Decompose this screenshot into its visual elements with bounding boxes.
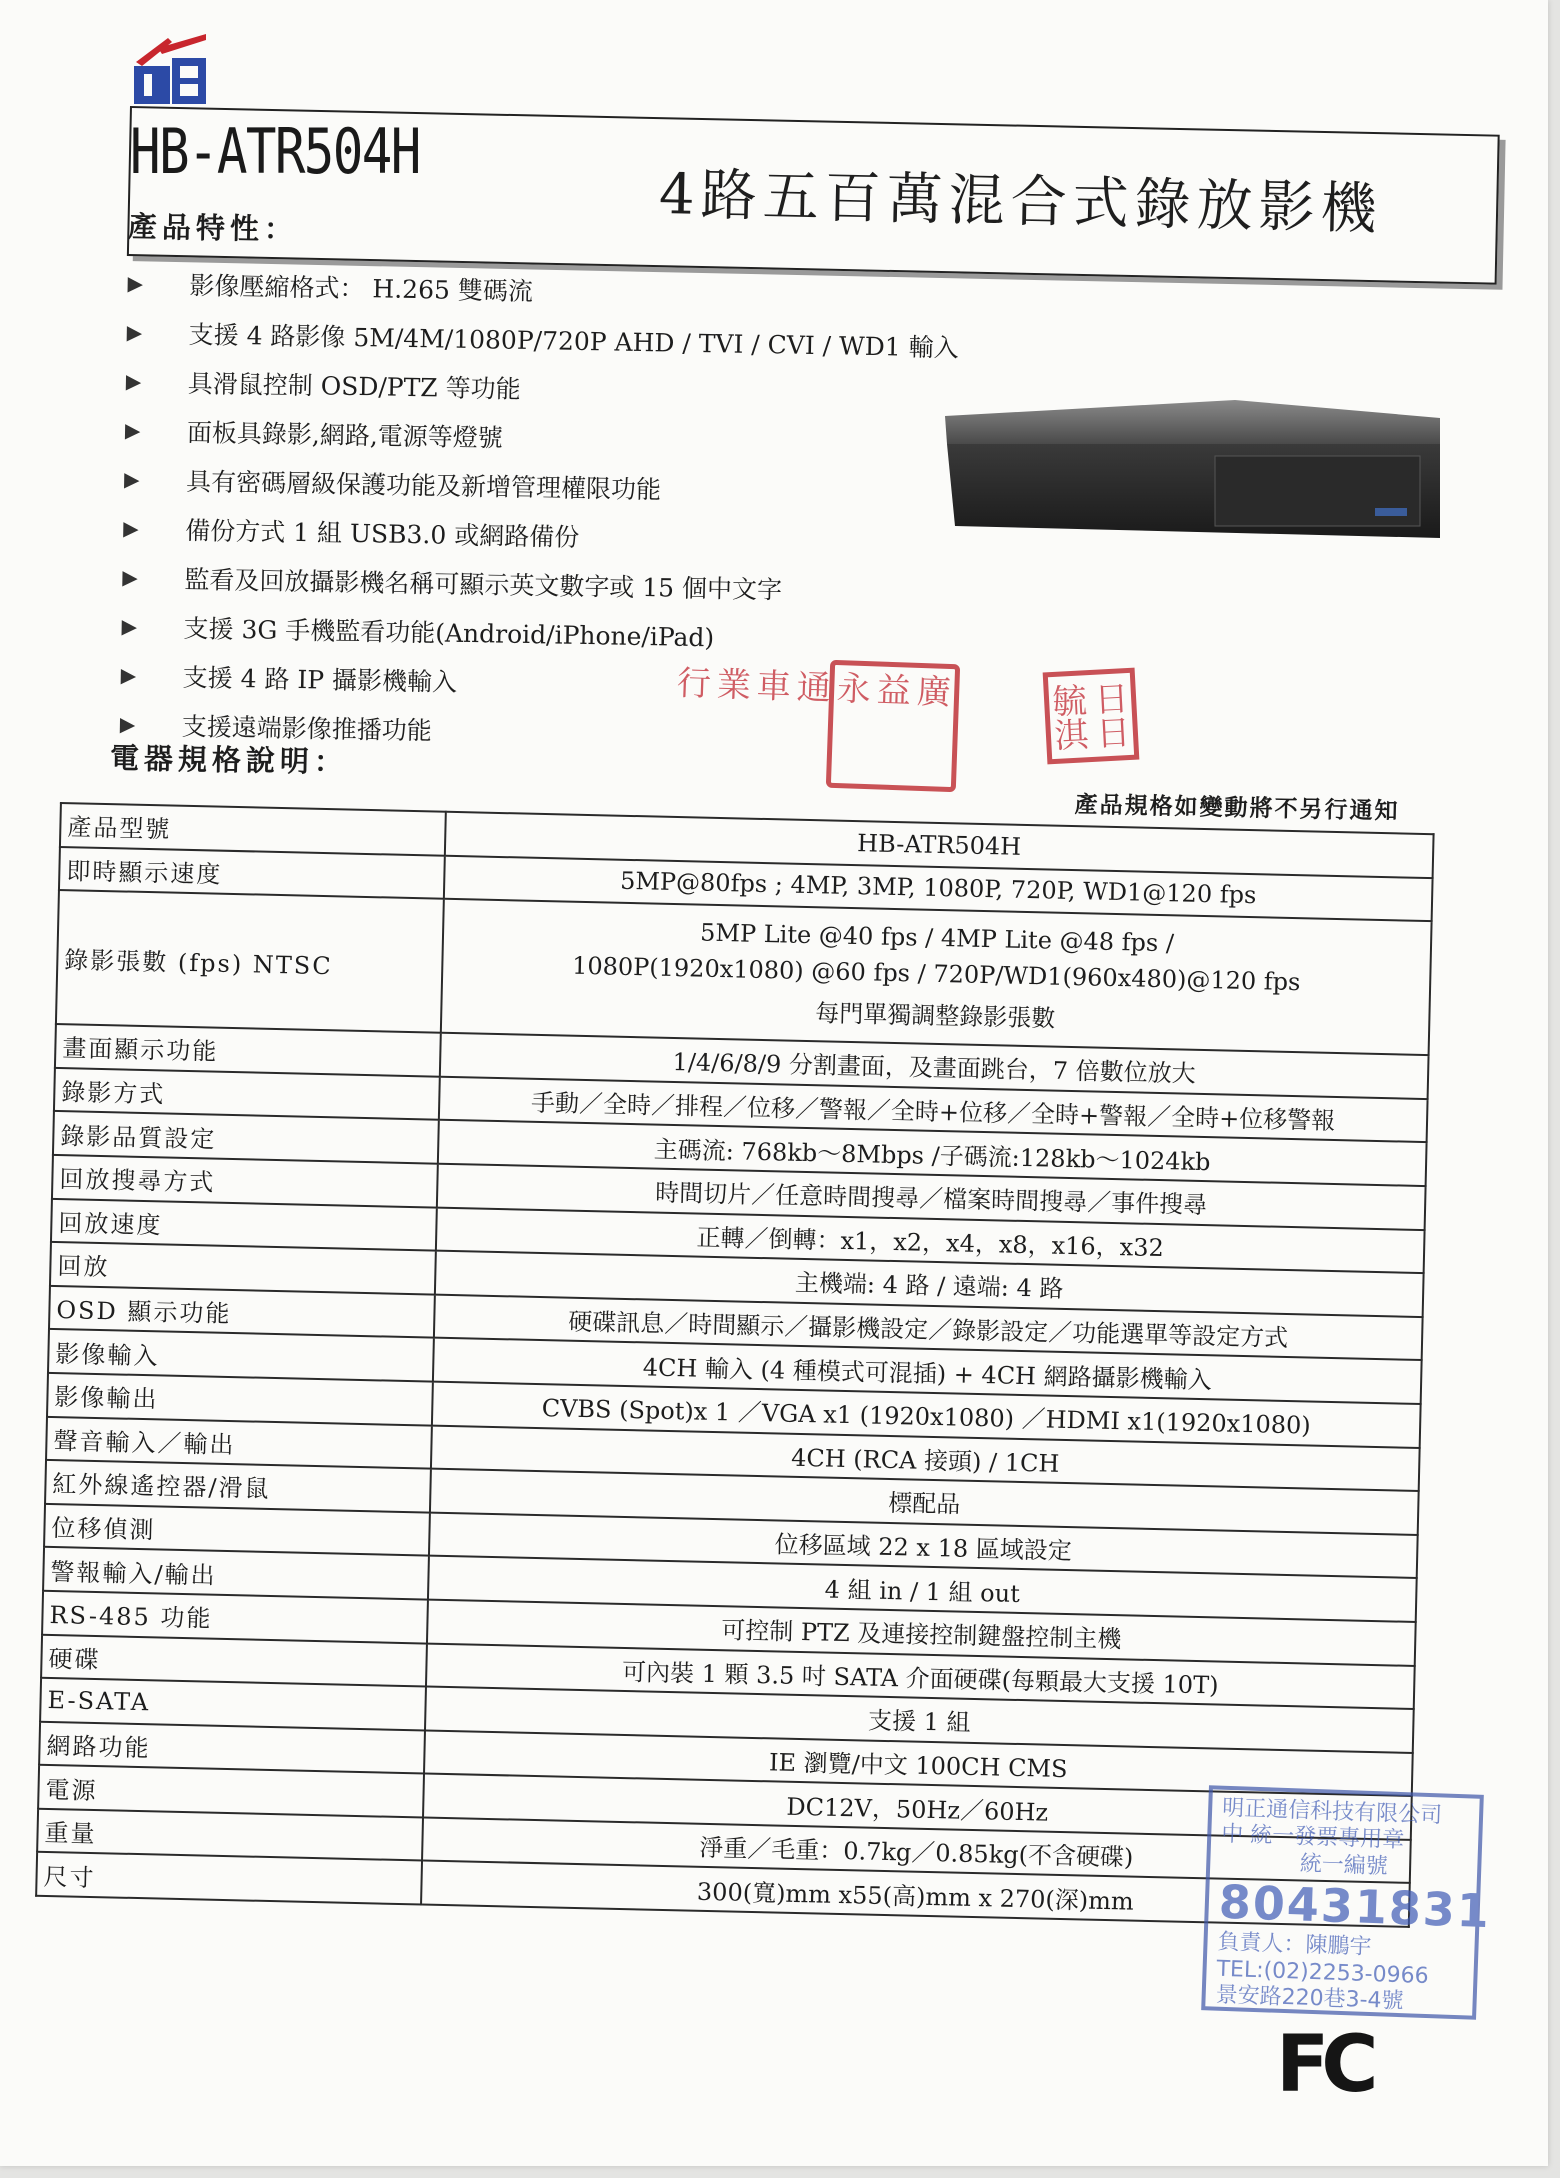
table-row: 網路功能 IE 瀏覽/中文 100CH CMS xyxy=(39,1721,1413,1796)
product-title: 4路五百萬混合式錄放影機 xyxy=(658,161,1384,243)
red-name-stamp: 日日毓淇 xyxy=(1043,668,1140,765)
list-item: ▶ 具有密碼層級保護功能及新增管理權限功能 xyxy=(123,466,662,504)
table-row: 回放 主機端: 4 路 / 遠端: 4 路 xyxy=(50,1242,1424,1317)
table-row: 錄影品質設定 主碼流: 768kb～8Mbps /子碼流:128kb～1024kb xyxy=(53,1111,1427,1186)
table-row: 產品型號 HB-ATR504H xyxy=(60,803,1434,878)
list-item: ▶ 面板具錄影,網路,電源等燈號 xyxy=(124,417,504,453)
spec-heading: 電器規格說明： xyxy=(109,740,349,780)
table-row: 紅外線遙控器/滑鼠 標配品 xyxy=(45,1460,1419,1535)
list-item: ▶ 支援遠端影像推播功能 xyxy=(119,711,433,745)
list-item: ▶ 支援 3G 手機監看功能(Android/iPhone/iPad) xyxy=(121,613,715,652)
list-item: ▶ 備份方式 1 組 USB3.0 或網路備份 xyxy=(123,515,580,552)
list-item: ▶ 支援 4 路影像 5M/4M/1080P/720P AHD / TVI / CVI / WD1 輸入 xyxy=(126,319,959,363)
table-row: 錄影方式 手動／全時／排程／位移／警報／全時+位移／全時+警報／全時+位移警報 xyxy=(54,1068,1428,1143)
triangle-bullet-icon: ▶ xyxy=(126,319,143,344)
table-row: 回放搜尋方式 時間切片／任意時間搜尋／檔案時間搜尋／事件搜尋 xyxy=(52,1155,1426,1230)
list-item: ▶ 具滑鼠控制 OSD/PTZ 等功能 xyxy=(125,368,521,404)
triangle-bullet-icon: ▶ xyxy=(120,662,137,687)
triangle-bullet-icon: ▶ xyxy=(119,711,136,736)
table-row: 警報輸入/輸出 4 組 in / 1 組 out xyxy=(43,1547,1417,1622)
list-item: ▶ 監看及回放攝影機名稱可顯示英文數字或 15 個中文字 xyxy=(122,564,783,604)
model-title: HB-ATR504H xyxy=(130,115,420,188)
spec-table xyxy=(35,802,1434,1928)
table-row: 影像輸出 CVBS (Spot)x 1 ／VGA x1 (1920x1080) ／HDMI x1(1920x1080) xyxy=(47,1373,1421,1448)
spec-notice: 產品規格如變動將不另行通知 xyxy=(1074,790,1400,825)
table-row: 影像輸入 4CH 輸入 (4 種模式可混插) + 4CH 網路攝影機輸入 xyxy=(48,1329,1422,1404)
table-row: 硬碟 可內裝 1 顆 3.5 吋 SATA 介面硬碟(每顆最大支援 10T) xyxy=(41,1634,1415,1709)
table-row: RS-485 功能 可控制 PTZ 及連接控制鍵盤控制主機 xyxy=(42,1591,1416,1666)
table-row: 聲音輸入／輸出 4CH (RCA 接頭) / 1CH xyxy=(46,1416,1420,1491)
fcc-logo: FC xyxy=(1276,2020,1371,2110)
table-row: 錄影張數 (fps) NTSC 5MP Lite @40 fps / 4MP Lite @48 fps / 1080P(1920x1080) @60 fps / 720P/WD1(960x480)@120 fps 每門單獨調整錄影張數 xyxy=(56,890,1432,1055)
table-row: 電源 DC12V，50Hz／60Hz xyxy=(38,1765,1412,1840)
table-row: OSD 顯示功能 硬碟訊息／時間顯示／攝影機設定／錄影設定／功能選單等設定方式 xyxy=(49,1286,1423,1361)
dvr-device-image xyxy=(935,398,1450,548)
company-logo xyxy=(128,32,212,108)
features-heading: 產品特性： xyxy=(127,209,299,247)
triangle-bullet-icon: ▶ xyxy=(127,270,144,295)
table-row: E-SATA 支援 1 組 xyxy=(40,1678,1414,1753)
table-row: 尺寸 300(寬)mm x55(高)mm x 270(深)mm xyxy=(36,1852,1410,1927)
table-row: 回放速度 正轉／倒轉：x1，x2，x4，x8，x16，x32 xyxy=(51,1198,1425,1273)
list-item: ▶ 支援 4 路 IP 攝影機輸入 xyxy=(120,662,458,697)
triangle-bullet-icon: ▶ xyxy=(123,466,140,491)
triangle-bullet-icon: ▶ xyxy=(121,613,138,638)
triangle-bullet-icon: ▶ xyxy=(124,417,141,442)
red-seal-stamp: 廣益永通車業行 xyxy=(826,660,960,792)
list-item: ▶ 影像壓縮格式： H.265 雙碼流 xyxy=(127,270,534,306)
table-row: 即時顯示速度 5MP@80fps ; 4MP, 3MP, 1080P, 720P, WD1@120 fps xyxy=(59,847,1433,922)
triangle-bullet-icon: ▶ xyxy=(122,564,139,589)
table-row: 重量 淨重／毛重：0.7kg／0.85kg(不含硬碟) xyxy=(37,1809,1411,1884)
company-invoice-stamp: 明正通信科技有限公司 中 統一發票專用章 統一編號 80431831 負責人：陳鵬宇 TEL:(02)2253-0966 景安路220巷3-4號 xyxy=(1201,1785,1484,2019)
table-row: 位移偵測 位移區域 22 x 18 區域設定 xyxy=(44,1504,1418,1579)
table-row: 畫面顯示功能 1/4/6/8/9 分割畫面，及畫面跳台，7 倍數位放大 xyxy=(55,1024,1429,1099)
spec-table-container xyxy=(35,800,1460,1929)
triangle-bullet-icon: ▶ xyxy=(123,515,139,540)
triangle-bullet-icon: ▶ xyxy=(125,368,142,393)
